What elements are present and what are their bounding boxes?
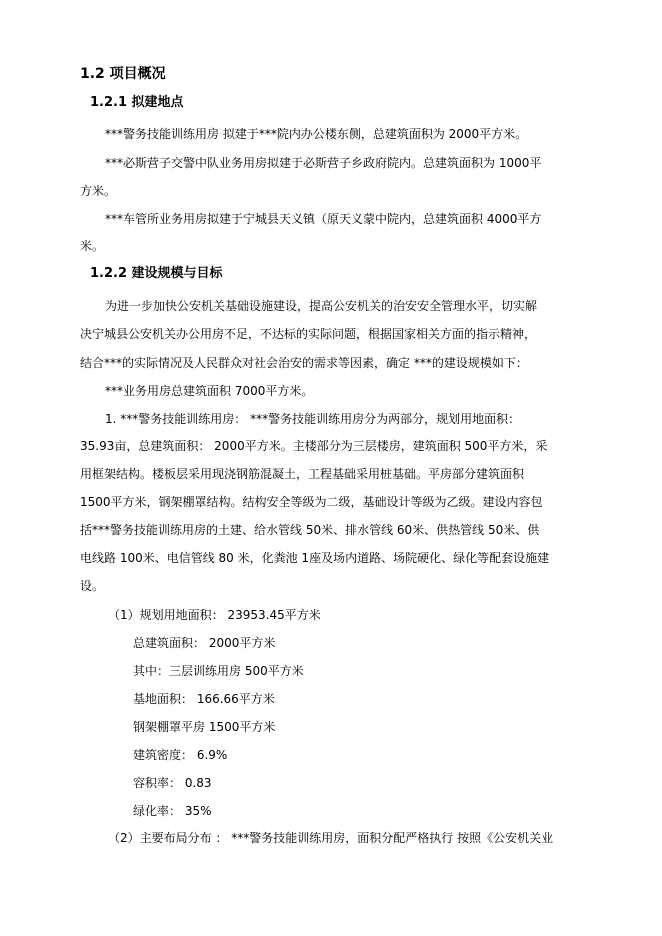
list-item: （2）主要布局分布 ： ***警务技能训练用房，面积分配严格执行 按照《公安机关业 (108, 831, 554, 845)
paragraph-line: ***业务用房总建筑面积 7000平方米。 (105, 384, 314, 398)
paragraph-line: ***警务技能训练用房 拟建于***院内办公楼东侧，总建筑面积为 2000平方米。 (105, 127, 528, 141)
paragraph-line: 1500平方米，钢架棚罩结构。结构安全等级为二级，基础设计等级为乙级。建设内容包 (80, 495, 543, 509)
list-item: 钢架棚罩平房 1500平方米 (133, 720, 276, 734)
paragraph-line: 电线路 100米、电信管线 80 米，化粪池 1座及场内道路、场院硬化、绿化等配套设施建 (80, 551, 550, 565)
list-item: （1）规划用地面积： 23953.45平方米 (108, 608, 321, 622)
paragraph-line: 结合***的实际情况及人民群众对社会治安的需求等因素，确定 ***的建设规模如下： (80, 356, 528, 370)
paragraph-line: 1. ***警务技能训练用房： ***警务技能训练用房分为两部分，规划用地面积： (105, 412, 521, 426)
subsection-title-scale: 1.2.2 建设规模与目标 (90, 266, 223, 281)
paragraph-line: ***车管所业务用房拟建于宁城县天义镇（原天义蒙中院内，总建筑面积 4000平方 (105, 212, 542, 226)
section-title: 1.2 项目概况 (80, 66, 166, 82)
paragraph-line: 方米。 (80, 184, 117, 198)
paragraph-line: 米。 (80, 239, 105, 253)
paragraph-line: ***必斯营子交警中队业务用房拟建于必斯营子乡政府院内。总建筑面积为 1000平 (105, 156, 542, 170)
paragraph-line: 为进一步加快公安机关基础设施建设，提高公安机关的治安安全管理水平，切实解 (105, 299, 538, 313)
list-item: 基地面积： 166.66平方米 (133, 692, 275, 706)
list-item: 建筑密度： 6.9% (133, 748, 228, 762)
subsection-title-location: 1.2.1 拟建地点 (90, 95, 184, 110)
paragraph-line: 括***警务技能训练用房的土建、给水管线 50米、排水管线 60米、供热管线 50米、供 (80, 523, 540, 537)
paragraph-line: 用框架结构。楼板层采用现浇钢筋混凝土，工程基础采用桩基础。平房部分建筑面积 (80, 467, 525, 481)
list-item: 容积率： 0.83 (133, 776, 212, 790)
list-item: 绿化率： 35% (133, 804, 212, 818)
paragraph-line: 决宁城县公安机关办公用房不足，不达标的实际问题，根据国家相关方面的指示精神， (80, 327, 537, 341)
paragraph-line: 设。 (80, 579, 105, 593)
list-item: 总建筑面积： 2000平方米 (133, 636, 276, 650)
paragraph-line: 35.93亩，总建筑面积： 2000平方米。主楼部分为三层楼房，建筑面积 500平方米，采 (80, 439, 548, 453)
list-item: 其中：三层训练用房 500平方米 (133, 664, 304, 678)
